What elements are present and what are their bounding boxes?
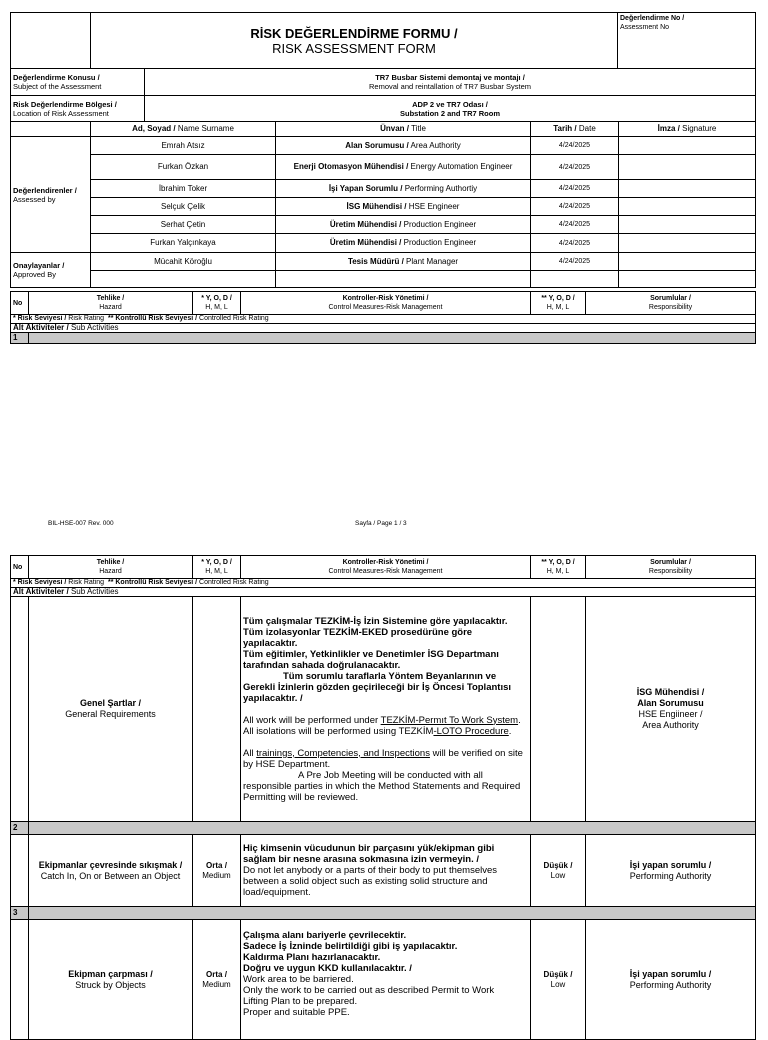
subject-label-tr: Değerlendirme Konusu / — [13, 73, 100, 82]
responsibility-cell: İSG Mühendisi / Alan Sorumusu HSE Engiineer / Area Authority — [586, 597, 756, 822]
name-column-header: Ad, Soyad / Name Surname — [91, 122, 276, 137]
controlled-rating-column-header: ** Y, O, D / H, M, L — [531, 292, 586, 315]
no-column-header: No — [11, 556, 29, 579]
assessor-signature — [619, 137, 756, 155]
assessor-title: Üretim Mühendisi / Production Engineer — [276, 216, 531, 234]
subject-value-en: Removal and reintallation of TR7 Busbar System — [368, 82, 532, 91]
assessor-name: Serhat Çetin — [91, 216, 276, 234]
controlled-rating-cell — [531, 597, 586, 822]
control-column-header: Kontroller-Risk Yönetimi / Control Measures-Risk Management — [241, 292, 531, 315]
risk-table — [10, 555, 756, 1040]
risk-rating-column-header: * Y, O, D / H, M, L — [193, 292, 241, 315]
control-measures-cell: Çalışma alanı bariyerle çevrilecektir. Sadece İş İzninde belirtildiği gibi iş yapılacaktır. Kaldırma Planı hazırlanacaktır. Doğru ve uygun KKD kullanılacaktır. / Work area to be barriered. Only the work to be carried out as described Permit to Work Lifting Plan to be prepared. Proper and suitable PPE. — [241, 920, 531, 1040]
risk-rating-cell: Orta / Medium — [193, 835, 241, 907]
assessment-no-label-tr: Değerlendirme No / — [620, 15, 685, 22]
rating-legend: * Risk Seviyesi / Risk Rating ** Kontrollü Risk Seviyesi / Controlled Risk Rating — [11, 315, 756, 324]
form-title — [91, 13, 618, 69]
assessors-table — [10, 121, 756, 288]
assessor-signature — [619, 155, 756, 180]
assessors-header-blank — [11, 122, 91, 137]
subject-value-tr: TR7 Busbar Sistemi demontaj ve montajı / — [375, 73, 525, 82]
location-label-tr: Risk Değerlendirme Bölgesi / — [13, 99, 117, 109]
controlled-rating-column-header: ** Y, O, D / H, M, L — [531, 556, 586, 579]
subject-label-en: Subject of the Assessment — [13, 82, 102, 91]
location-value-en: Substation 2 and TR7 Room — [399, 108, 500, 118]
row-number: 3 — [11, 907, 29, 920]
responsibility-column-header: Sorumlular / Responsibility — [586, 556, 756, 579]
assessor-date: 4/24/2025 — [531, 137, 619, 155]
assessor-name: Furkan Yalçınkaya — [91, 234, 276, 253]
signature-column-header: İmza / Signature — [619, 122, 756, 137]
responsibility-column-header: Sorumlular / Responsibility — [586, 292, 756, 315]
risk-rating-column-header: * Y, O, D / H, M, L — [193, 556, 241, 579]
responsibility-cell: İşi yapan sorumlu / Performing Authority — [586, 920, 756, 1040]
title-column-header: Ünvan / Title — [276, 122, 531, 137]
assessor-date: 4/24/2025 — [531, 180, 619, 198]
table-row — [11, 597, 756, 822]
control-measures-cell: Hiç kimsenin vücudunun bir parçasını yük/ekipman gibi sağlam bir nesne arasına sokmasına izin vermeyin. / Do not let anybody or a parts of their body to put themselves between a solid object such as existing solid structure and load/equipment. — [241, 835, 531, 907]
subject-table — [10, 68, 756, 122]
assessor-date: 4/24/2025 — [531, 155, 619, 180]
location-label — [11, 96, 145, 122]
assessment-no-label-en: Assessment No — [620, 24, 670, 31]
rating-legend: * Risk Seviyesi / Risk Rating ** Kontrollü Risk Seviyesi / Controlled Risk Rating — [11, 579, 756, 588]
control-measures-cell: Tüm çalışmalar TEZKİM-İş İzin Sistemine göre yapılacaktır. Tüm izolasyonlar TEZKİM-EKED prosedürüne göre yapılacaktır. Tüm eğitimler, Yetkinlikler ve Denetimler İSG Departmanı tarafından sahada doğrulanacaktır. Tüm sorumlu taraflarla Yöntem Beyanlarının ve Gerekli İzinlerin gözden geçirileceği bir İş Öncesi Toplantısı yapılacaktır. / All work will be performed under TEZKİM-Permıt To Work System. All isolations will be performed using TEZKİM-LOTO Procedure. All trainings, Competencies, and Inspections will be verified on site by HSE Department. A Pre Job Meeting will be conducted with all responsible parties in which the Method Statements and Required Permitting will be reviewed. — [241, 597, 531, 822]
assessor-title: Üretim Mühendisi / Production Engineer — [276, 234, 531, 253]
risk-header-table — [10, 291, 756, 344]
assessor-name: Furkan Özkan — [91, 155, 276, 180]
location-value-tr: ADP 2 ve TR7 Odası / — [412, 99, 488, 109]
sub-activities-label: Alt Aktiviteler / Sub Activities — [11, 324, 756, 333]
form-title-tr: RİSK DEĞERLENDİRME FORMU / — [250, 25, 458, 41]
risk-rating-cell: Orta / Medium — [193, 920, 241, 1040]
table-row — [11, 920, 756, 1040]
table-row — [11, 835, 756, 907]
assessor-signature — [619, 180, 756, 198]
assessor-date: 4/24/2025 — [531, 216, 619, 234]
location-label-en: Location of Risk Assessment — [13, 108, 109, 118]
form-title-en: RISK ASSESSMENT FORM — [272, 40, 436, 56]
hazard-column-header: Tehlike / Hazard — [29, 556, 193, 579]
row-number: 2 — [11, 822, 29, 835]
assessor-title: Enerji Otomasyon Mühendisi / Energy Automation Engineer — [276, 155, 531, 180]
assessor-name: İbrahim Toker — [91, 180, 276, 198]
risk-rating-cell — [193, 597, 241, 822]
responsibility-cell: İşi yapan sorumlu / Performing Authority — [586, 835, 756, 907]
assessor-date: 4/24/2025 — [531, 234, 619, 253]
assessor-date: 4/24/2025 — [531, 198, 619, 216]
assessor-name: Emrah Atsız — [91, 137, 276, 155]
hazard-cell: Ekipman çarpması / Struck by Objects — [29, 920, 193, 1040]
page-number: Sayfa / Page 1 / 3 — [355, 520, 407, 527]
hazard-column-header: Tehlike / Hazard — [29, 292, 193, 315]
header-table — [10, 12, 756, 69]
approver-title: Tesis Müdürü / Plant Manager — [276, 253, 531, 271]
control-column-header: Kontroller-Risk Yönetimi / Control Measures-Risk Management — [241, 556, 531, 579]
approver-signature — [619, 253, 756, 271]
date-column-header: Tarih / Date — [531, 122, 619, 137]
assessor-signature — [619, 234, 756, 253]
controlled-rating-cell: Düşük / Low — [531, 835, 586, 907]
assessor-signature — [619, 198, 756, 216]
no-column-header: No — [11, 292, 29, 315]
hazard-cell: Ekipmanlar çevresinde sıkışmak / Catch In, On or Between an Object — [29, 835, 193, 907]
location-value — [145, 96, 756, 122]
sub-activities-label: Alt Aktiviteler / Sub Activities — [11, 588, 756, 597]
subject-value — [145, 69, 756, 96]
assessor-title: İSG Mühendisi / HSE Engineer — [276, 198, 531, 216]
doc-code: BIL-HSE-007 Rev. 000 — [48, 520, 114, 527]
logo-cell — [11, 13, 91, 69]
approver-name: Mücahit Köroğlu — [91, 253, 276, 271]
controlled-rating-cell: Düşük / Low — [531, 920, 586, 1040]
row-number: 1 — [11, 333, 29, 344]
assessor-title: Alan Sorumusu / Area Authority — [276, 137, 531, 155]
assessor-title: İşi Yapan Sorumlu / Performing Authortiy — [276, 180, 531, 198]
assessment-no-cell — [618, 13, 756, 69]
approver-date: 4/24/2025 — [531, 253, 619, 271]
assessor-name: Selçuk Çelik — [91, 198, 276, 216]
assessed-by-label: Değerlendirenler / Assessed by — [11, 137, 91, 253]
subject-label — [11, 69, 145, 96]
approved-by-label: Onaylayanlar / Approved By — [11, 253, 91, 288]
hazard-cell: Genel Şartlar / General Requirements — [29, 597, 193, 822]
assessor-signature — [619, 216, 756, 234]
